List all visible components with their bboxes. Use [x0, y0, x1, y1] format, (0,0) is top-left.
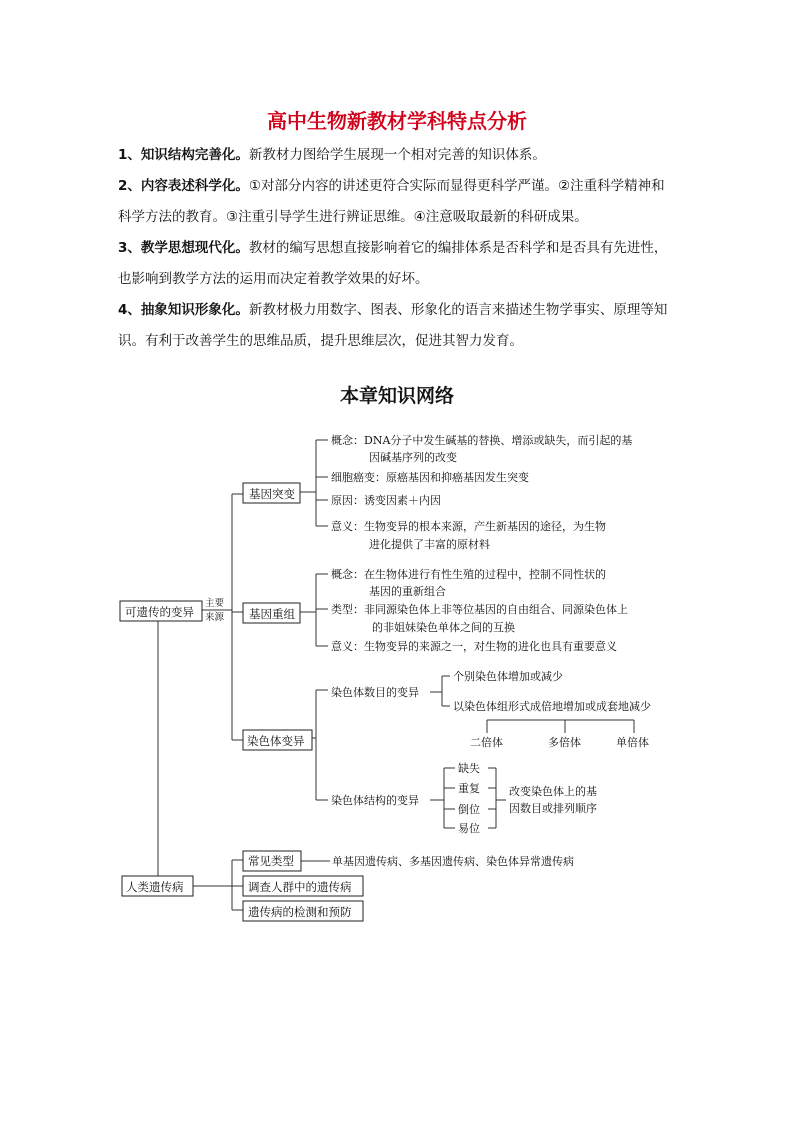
point-4-head: 4、抽象知识形象化。 — [118, 302, 249, 318]
ploidy-connector — [487, 720, 634, 733]
mutation-label: 基因突变 — [249, 487, 295, 501]
mutation-cause: 原因：诱变因素＋内因 — [331, 494, 441, 507]
common-types-label: 常见类型 — [248, 854, 294, 868]
diploid: 二倍体 — [470, 736, 503, 749]
network-title: 本章知识网络 — [339, 385, 454, 407]
translocation: 易位 — [458, 822, 480, 835]
point-4-text: 新教材极力用数字、图表、形象化的语言来描述生物学事实、原理等知识。有利于改善学生的思维品质，提升思维层次，促进其智力发育。 — [118, 302, 668, 349]
inversion: 倒位 — [458, 803, 480, 816]
mutation-meaning-1: 意义：生物变异的根本来源，产生新基因的途径，为生物 — [331, 520, 606, 533]
disease-ticks — [232, 860, 243, 910]
root2-label: 人类遗传病 — [126, 880, 184, 894]
number-variation-label: 染色体数目的变异 — [331, 686, 419, 699]
point-2-text: ①对部分内容的讲述更符合实际而显得更科学严谨。②注重科学精神和科学方法的教育。③注重引导学生进行辨证思维。④注意吸取最新的科研成果。 — [118, 178, 665, 225]
deletion: 缺失 — [458, 762, 480, 775]
polyploid: 多倍体 — [548, 736, 581, 749]
page-title: 高中生物新教材学科特点分析 — [267, 109, 527, 133]
common-types-list: 单基因遗传病、多基因遗传病、染色体异常遗传病 — [332, 855, 574, 868]
root1-note-2: 来源 — [205, 612, 225, 623]
duplication: 重复 — [458, 782, 480, 795]
individual-change: 个别染色体增加或减少 — [453, 670, 563, 683]
structure-desc-1: 改变染色体上的基 — [509, 785, 597, 798]
point-3-text: 教材的编写思想直接影响着它的编排体系是否科学和是否具有先进性，也影响到教学方法的运用而决定着教学效果的好坏。 — [118, 240, 668, 287]
recombination-concept-2: 基因的重新组合 — [369, 585, 446, 598]
point-2-head: 2、内容表述科学化。 — [118, 178, 249, 194]
structure-connector-right — [488, 768, 506, 828]
set-change: 以染色体组形式成倍地增加或成套地减少 — [453, 700, 651, 713]
mutation-ticks — [316, 440, 328, 526]
chromosome-ticks — [316, 690, 328, 800]
recombination-concept-1: 概念：在生物体进行有性生殖的过程中，控制不同性状的 — [331, 568, 606, 581]
mutation-concept-2: 因碱基序列的改变 — [369, 451, 457, 464]
mutation-meaning-2: 进化提供了丰富的原材料 — [369, 538, 490, 551]
structure-desc-2: 因数目或排列顺序 — [509, 802, 597, 815]
branch-ticks-1 — [232, 494, 243, 740]
root1-note-1: 主要 — [205, 598, 225, 609]
mutation-cancer: 细胞癌变：原癌基因和抑癌基因发生突变 — [331, 471, 529, 484]
structure-connector-left — [444, 768, 455, 828]
detection-label: 遗传病的检测和预防 — [248, 905, 352, 919]
survey-label: 调查人群中的遗传病 — [248, 880, 352, 894]
structure-variation-label: 染色体结构的变异 — [331, 794, 419, 807]
point-3-head: 3、教学思想现代化。 — [118, 240, 249, 256]
chromosome-label: 染色体变异 — [247, 734, 305, 748]
haploid: 单倍体 — [616, 736, 649, 749]
number-connector — [436, 676, 450, 706]
point-1-text: 新教材力图给学生展现一个相对完善的知识体系。 — [248, 147, 546, 163]
root1-label: 可遗传的变异 — [125, 605, 194, 619]
recombination-type-1: 类型：非同源染色体上非等位基因的自由组合、同源染色体上 — [331, 603, 628, 616]
recombination-ticks — [316, 574, 328, 646]
point-1-head: 1、知识结构完善化。 — [118, 147, 249, 163]
recombination-label: 基因重组 — [249, 607, 295, 621]
mutation-concept-1: 概念：DNA分子中发生碱基的替换、增添或缺失，而引起的基 — [331, 434, 633, 447]
recombination-meaning: 意义：生物变异的来源之一，对生物的进化也具有重要意义 — [331, 640, 617, 653]
recombination-type-2: 的非姐妹染色单体之间的互换 — [372, 621, 515, 634]
